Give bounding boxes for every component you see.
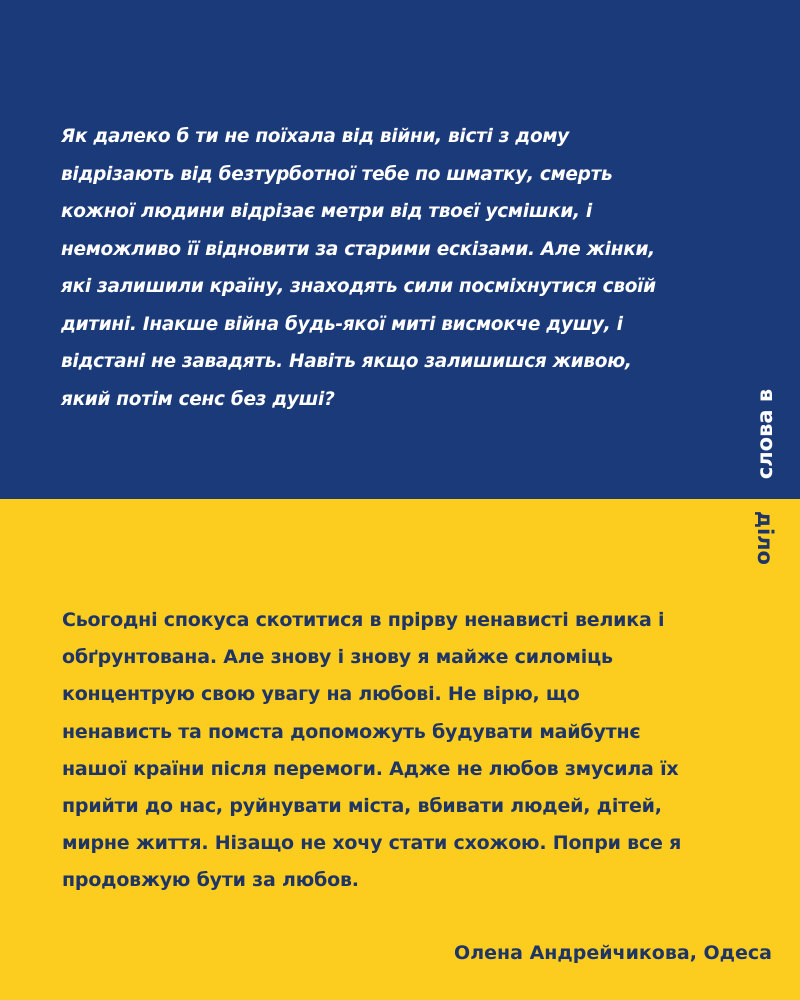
quote-line: які залишили країну, знаходять сили посміхнутися своїй [61,276,656,297]
quote-line: відрізають від безтурботної тебе по шматку, смерть [61,163,613,185]
story-line: обґрунтована. Але знову і знову я майже силоміць [62,646,613,669]
story-line: нашої країни після перемоги. Адже не любов змусила їх [62,757,679,780]
author-signature: Олена Андрейчикова, Одеса [454,942,772,964]
story-line: продовжую бути за любов. [62,869,359,892]
quote-line: відстані не завадять. Навіть якщо залишишся живою, [61,351,632,372]
quote-line: кожної людини відрізає метри від твоєї усмішки, і [61,201,592,222]
story-text [62,602,681,900]
story-line: концентрую свою увагу на любові. Не вірю, що [62,683,580,706]
story-line: прийти до нас, руйнувати міста, вбивати людей, дітей, [62,794,662,817]
story-line: ненависть та помста допоможуть будувати майбутнє [62,720,641,743]
story-line: Сьогодні спокуса скотитися в прірву ненависті велика і [62,609,665,631]
story-line: мирне життя. Нізащо не хочу стати схожою. Попри все я [62,832,682,855]
quote-line: Як далеко б ти не поїхала від війни, вісті з дому [61,126,569,147]
logo-part-2: діло [753,511,777,565]
quote-text [61,118,656,418]
quote-line: дитині. Інакше війна будь-якої миті висмокче душу, і [61,313,623,335]
logo-part-1: слова в [753,388,777,480]
quote-line: неможливо її відновити за старими ескізами. Але жінки, [61,238,655,260]
quote-line: який потім сенс без душі? [61,388,335,410]
